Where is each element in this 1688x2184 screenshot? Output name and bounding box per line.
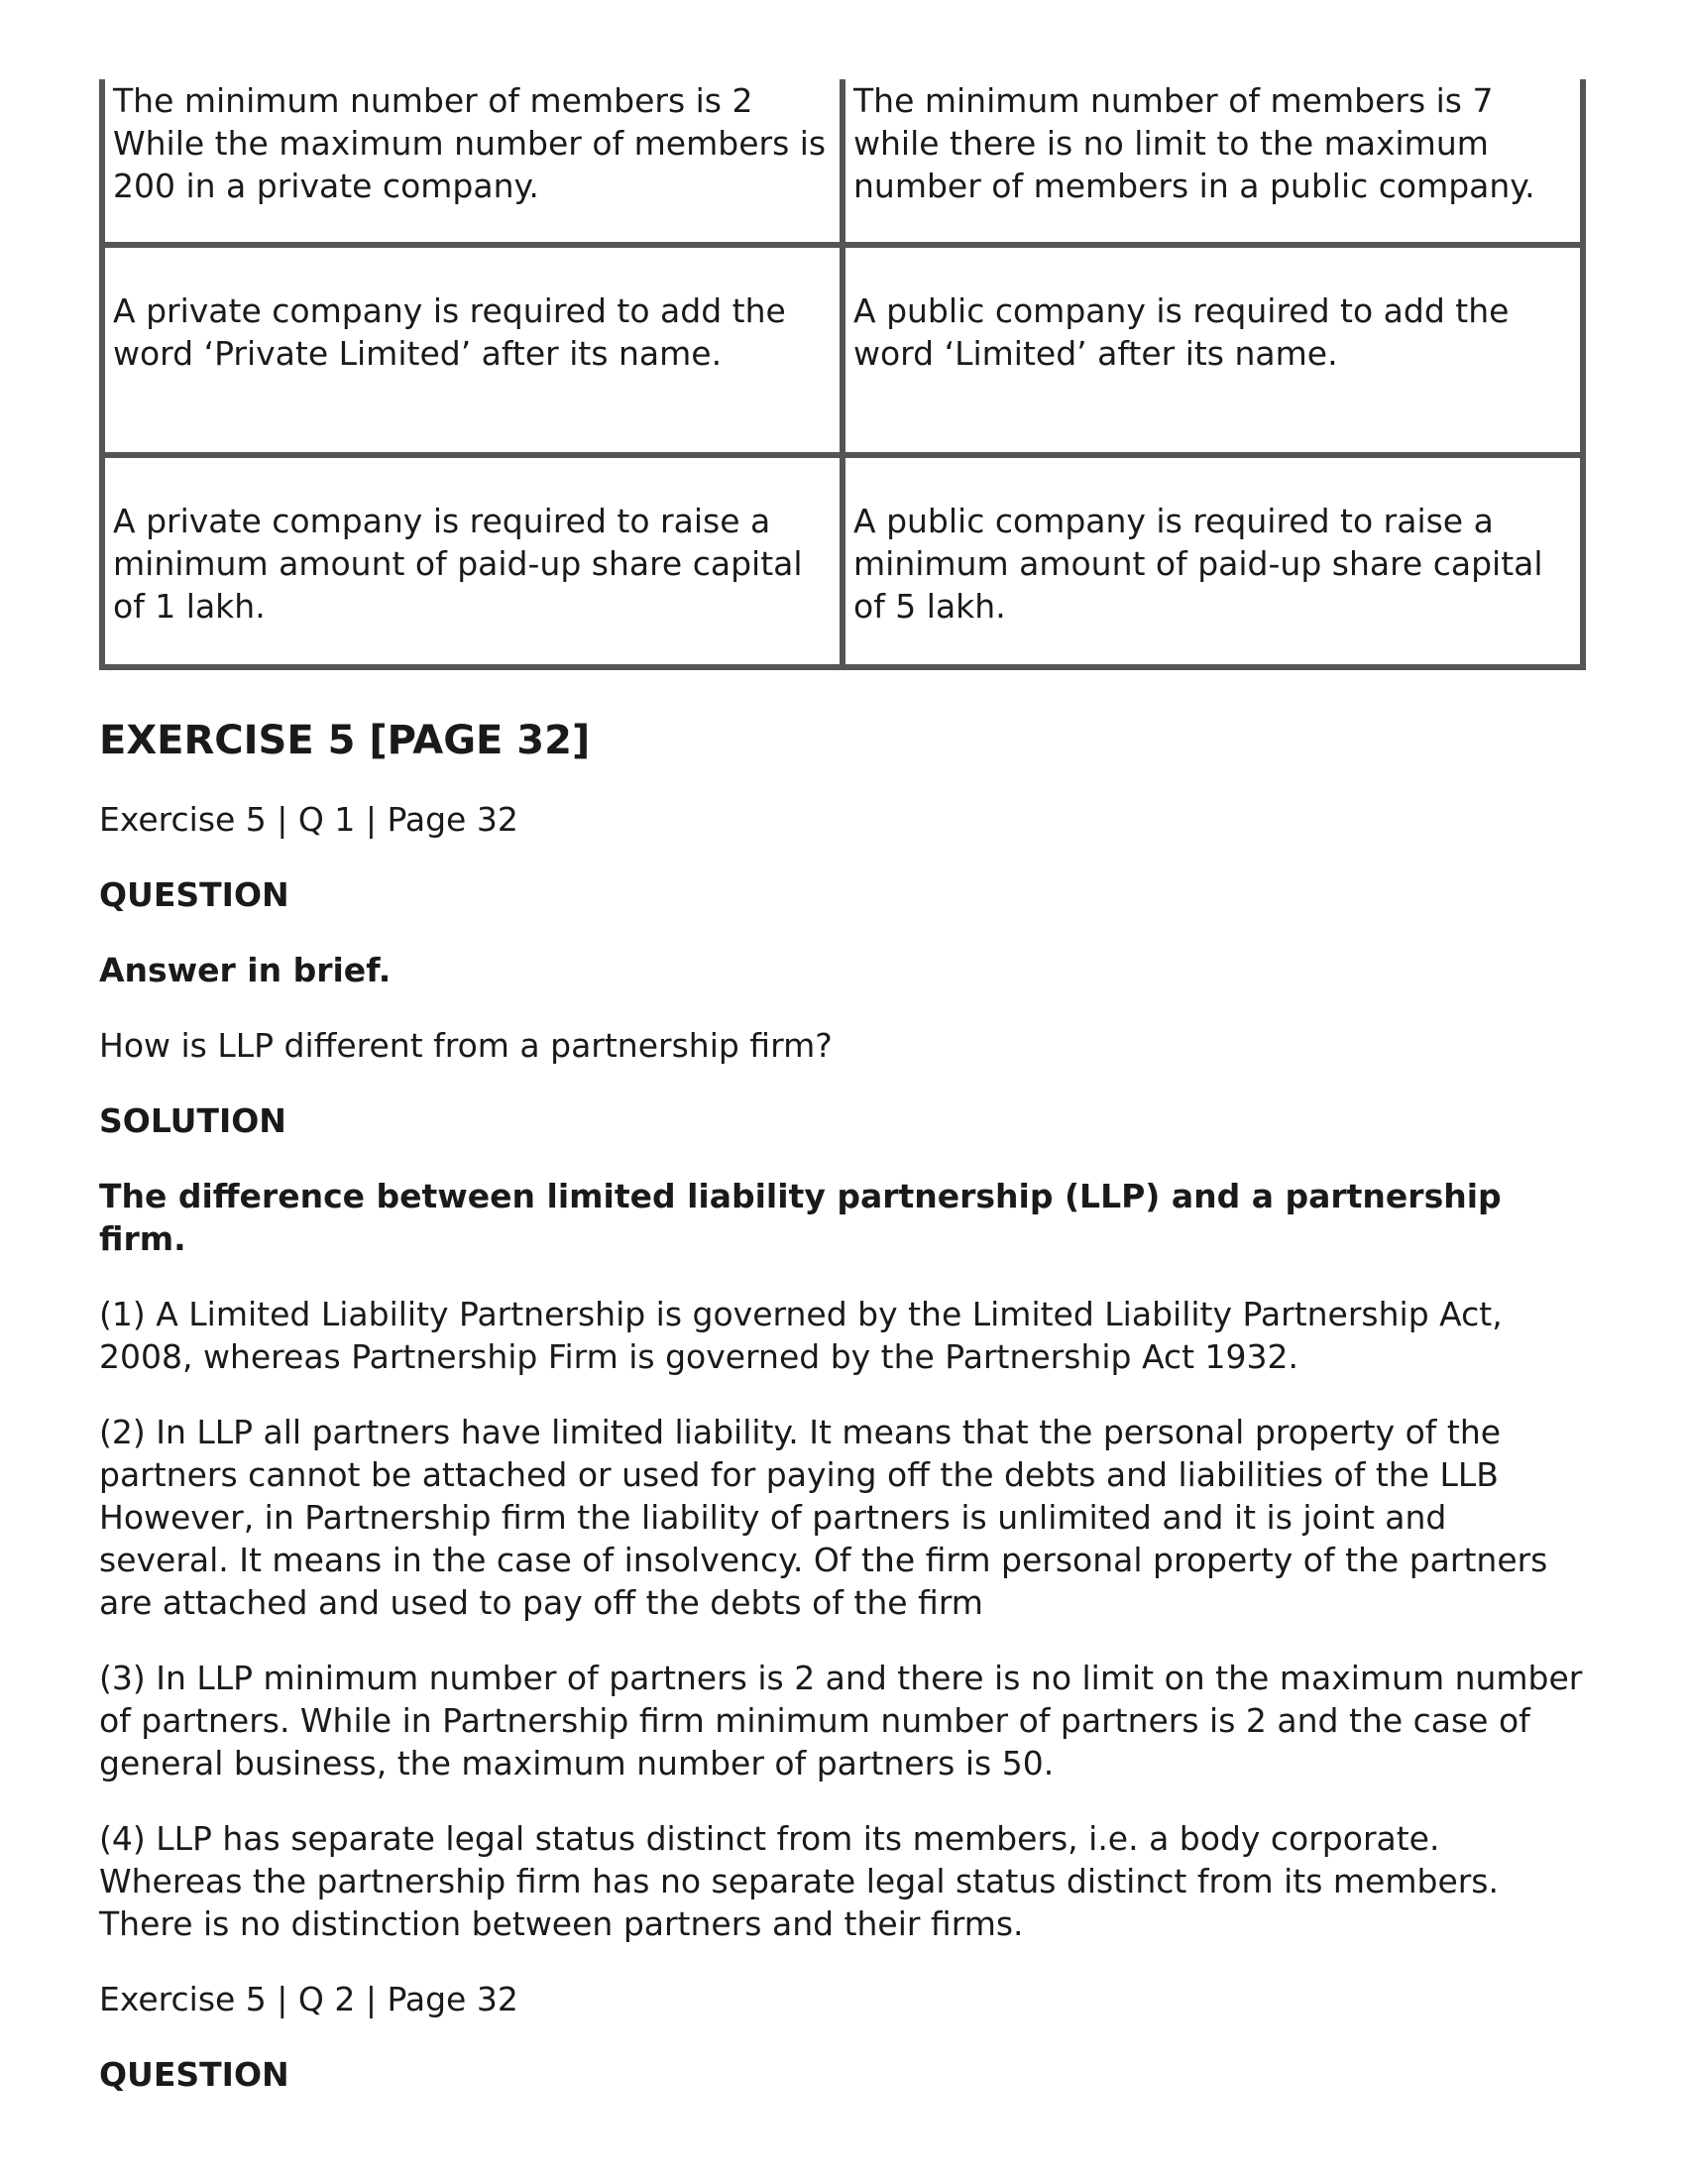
solution-point: (1) A Limited Liability Partnership is governed by the Limited Liability Partnership Act, 2008, whereas Partnership Firm is governed by the Partnership Act 1932. [99, 1295, 1503, 1376]
comparison-table [99, 79, 1586, 670]
question-reference: Exercise 5 | Q 1 | Page 32 [99, 800, 518, 839]
question-text: How is LLP different from a partnership firm? [99, 1026, 833, 1065]
private-company-cell: A private company is required to add the word ‘Private Limited’ after its name. [102, 245, 843, 455]
table-row [102, 455, 1583, 667]
question-reference: Exercise 5 | Q 2 | Page 32 [99, 1980, 518, 2018]
solution-point: (2) In LLP all partners have limited liability. It means that the personal property of the partners cannot be attached or used for paying off the debts and liabilities of the LLB However, in Partnership firm the liability of partners is unlimited and it is joint and several. It means in the case of insolvency. Of the firm personal property of the partners are attached and used to pay off the debts of the firm [99, 1413, 1548, 1622]
solution-point: (3) In LLP minimum number of partners is 2 and there is no limit on the maximum number of partners. While in Partnership firm minimum number of partners is 2 and the case of general business, the maximum number of partners is 50. [99, 1659, 1583, 1782]
question-label: QUESTION [99, 875, 289, 914]
private-company-cell: A private company is required to raise a minimum amount of paid-up share capital of 1 lakh. [102, 455, 843, 667]
public-company-cell: A public company is required to raise a minimum amount of paid-up share capital of 5 lakh. [843, 455, 1583, 667]
solution-label: SOLUTION [99, 1101, 286, 1140]
document-page [99, 79, 1586, 2096]
exercise-heading: EXERCISE 5 [PAGE 32] [99, 718, 591, 763]
solution-point: (4) LLP has separate legal status distinct from its members, i.e. a body corporate. Whereas the partnership firm has no separate legal status distinct from its members. There is no distinction between partners and their firms. [99, 1819, 1499, 1943]
table-row [102, 79, 1583, 245]
question-label: QUESTION [99, 2055, 289, 2094]
private-company-cell: The minimum number of members is 2 While the maximum number of members is 200 in a private company. [102, 79, 843, 245]
solution-title: The difference between limited liability partnership (LLP) and a partnership firm. [99, 1177, 1502, 1258]
table-row [102, 245, 1583, 455]
public-company-cell: A public company is required to add the word ‘Limited’ after its name. [843, 245, 1583, 455]
question-instruction: Answer in brief. [99, 951, 392, 989]
public-company-cell: The minimum number of members is 7 while there is no limit to the maximum number of members in a public company. [843, 79, 1583, 245]
